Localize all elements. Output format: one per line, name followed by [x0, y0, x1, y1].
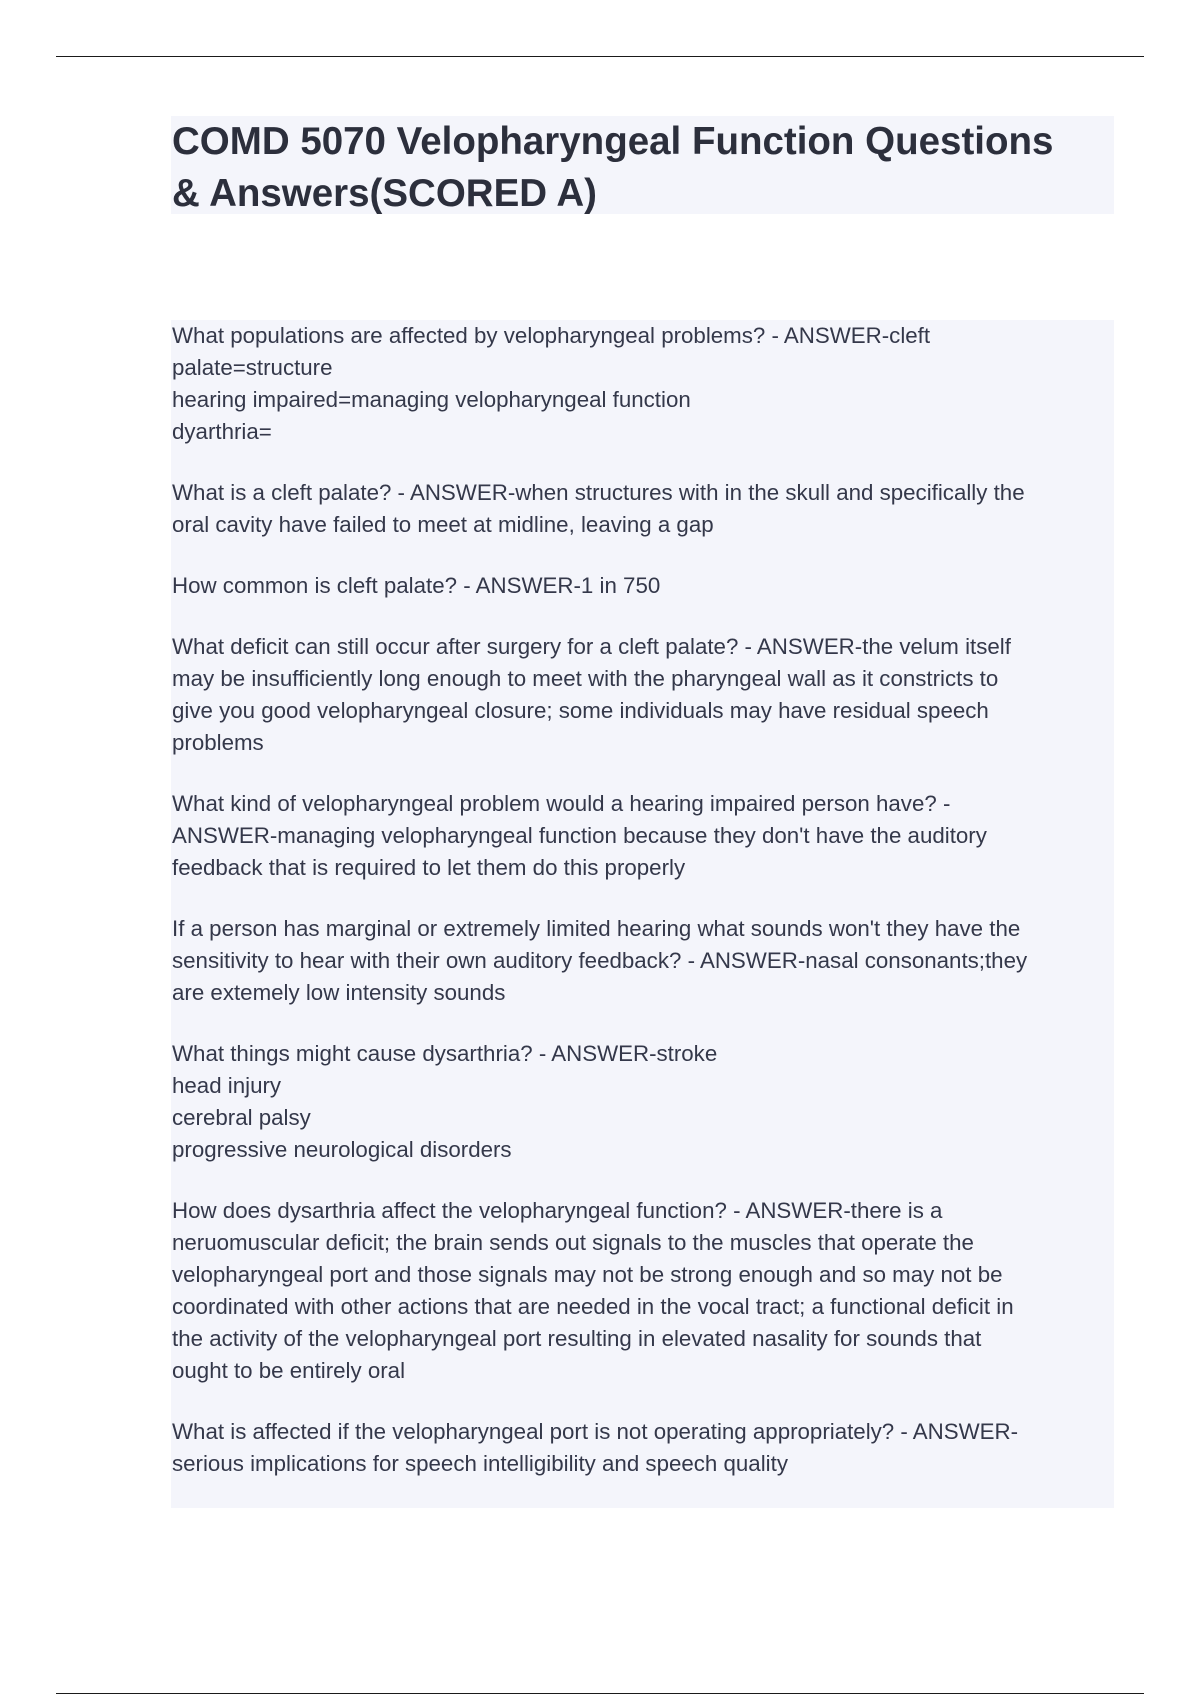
qa-line: neruomuscular deficit; the brain sends out signals to the muscles that operate the: [172, 1230, 974, 1255]
qa-content-block: [171, 320, 1114, 1508]
qa-item: [172, 570, 1114, 602]
qa-line: ANSWER-managing velopharyngeal function because they don't have the auditory: [172, 823, 987, 848]
qa-line: feedback that is required to let them do this properly: [172, 855, 686, 880]
qa-item: [172, 1038, 1114, 1166]
qa-line: serious implications for speech intelligibility and speech quality: [172, 1451, 788, 1476]
bottom-rule: [56, 1693, 1144, 1694]
title-block: [171, 116, 1114, 214]
qa-line: What kind of velopharyngeal problem would a hearing impaired person have? -: [172, 791, 951, 816]
qa-item: [172, 320, 1114, 448]
qa-line: coordinated with other actions that are needed in the vocal tract; a functional deficit in: [172, 1294, 1014, 1319]
top-rule: [56, 56, 1144, 57]
qa-item: [172, 913, 1114, 1009]
qa-line: If a person has marginal or extremely limited hearing what sounds won't they have the: [172, 916, 1021, 941]
qa-line: dyarthria=: [172, 419, 272, 444]
qa-line: What is affected if the velopharyngeal port is not operating appropriately? - ANSWER-: [172, 1419, 1019, 1444]
qa-line: may be insufficiently long enough to meet with the pharyngeal wall as it constricts to: [172, 666, 999, 691]
qa-line: ought to be entirely oral: [172, 1358, 406, 1383]
qa-line: the activity of the velopharyngeal port resulting in elevated nasality for sounds that: [172, 1326, 982, 1351]
qa-line: oral cavity have failed to meet at midline, leaving a gap: [172, 512, 714, 537]
qa-line: hearing impaired=managing velopharyngeal function: [172, 387, 691, 412]
qa-line: What things might cause dysarthria? - ANSWER-stroke: [172, 1041, 718, 1066]
qa-line: cerebral palsy: [172, 1105, 311, 1130]
qa-line: velopharyngeal port and those signals may not be strong enough and so may not be: [172, 1262, 1003, 1287]
qa-line: problems: [172, 730, 264, 755]
qa-line: What populations are affected by velopharyngeal problems? - ANSWER-cleft: [172, 323, 931, 348]
qa-line: How common is cleft palate? - ANSWER-1 in 750: [172, 573, 661, 598]
title-line: & Answers(SCORED A): [172, 172, 597, 215]
title-line: COMD 5070 Velopharyngeal Function Questions: [172, 120, 1054, 163]
qa-line: progressive neurological disorders: [172, 1137, 512, 1162]
qa-item: [172, 1195, 1114, 1387]
qa-line: What is a cleft palate? - ANSWER-when structures with in the skull and specifically the: [172, 480, 1025, 505]
qa-line: are extemely low intensity sounds: [172, 980, 506, 1005]
qa-line: give you good velopharyngeal closure; some individuals may have residual speech: [172, 698, 989, 723]
qa-line: How does dysarthria affect the velopharyngeal function? - ANSWER-there is a: [172, 1198, 943, 1223]
qa-item: [172, 631, 1114, 759]
qa-line: palate=structure: [172, 355, 333, 380]
qa-line: head injury: [172, 1073, 282, 1098]
document-title: [171, 116, 1114, 220]
qa-list: [171, 320, 1114, 1480]
qa-line: sensitivity to hear with their own auditory feedback? - ANSWER-nasal consonants;they: [172, 948, 1028, 973]
qa-line: What deficit can still occur after surgery for a cleft palate? - ANSWER-the velum itself: [172, 634, 1011, 659]
qa-item: [172, 477, 1114, 541]
qa-item: [172, 788, 1114, 884]
qa-item: [172, 1416, 1114, 1480]
